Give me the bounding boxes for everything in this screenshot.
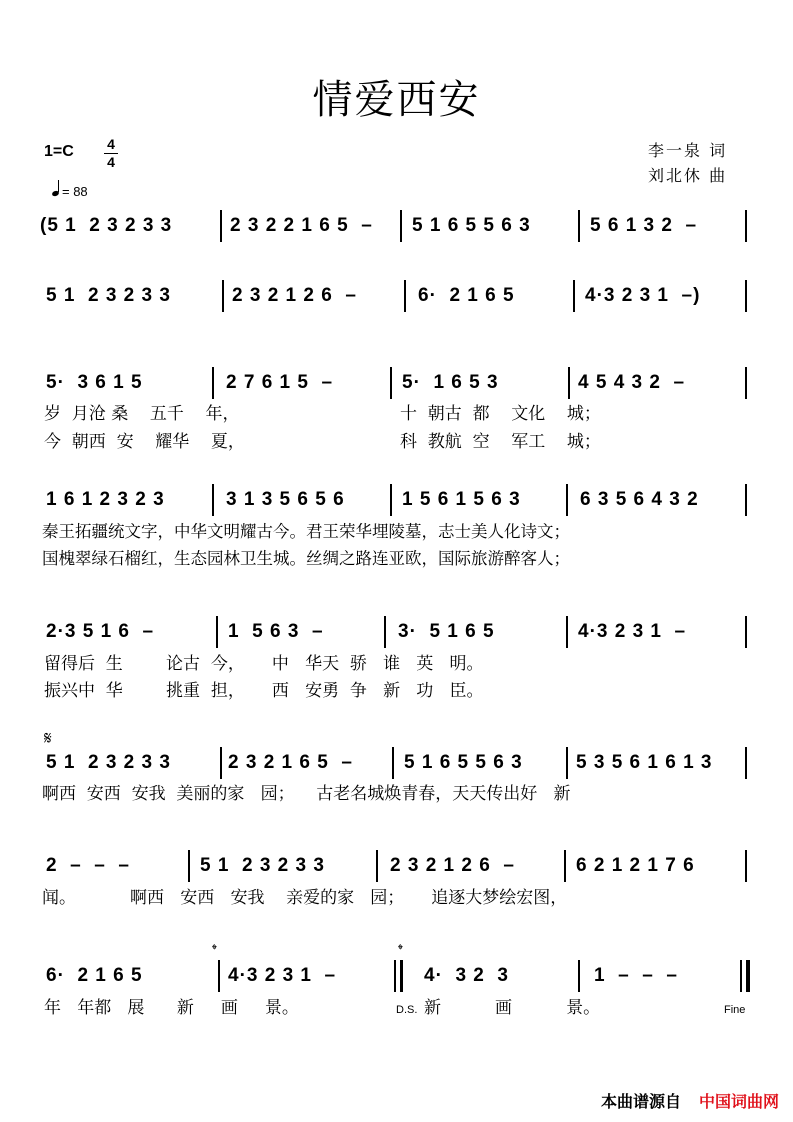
measure-2: 2 3 2 2 1 6 5 – <box>230 215 373 236</box>
lyric-verse1-line2: 秦王拓疆统文字，中华文明耀古今。君王荣华埋陵墓，志士美人化诗文； <box>42 522 570 541</box>
tempo-marking: = 88 <box>52 180 88 199</box>
measure-23: 5 1 6 5 5 6 3 <box>404 752 523 773</box>
lyric-verse1-line3: 留得后 生 论古 今， 中 华天 骄 谁 英 明。 <box>44 654 484 674</box>
measure-18: 1 5 6 3 – <box>228 621 324 642</box>
measure-29: 6· 2 1 6 5 <box>46 965 143 986</box>
measure-9: 5· 3 6 1 5 <box>46 372 143 393</box>
lyric-chorus-line2: 闻。 啊西 安西 安我 亲爱的家 园； 追逐大梦绘宏图， <box>42 888 568 908</box>
measure-13: 1 6 1 2 3 2 3 <box>46 489 165 510</box>
measure-15: 1 5 6 1 5 6 3 <box>402 489 521 510</box>
lyric-chorus-line1: 啊西 安西 安我 美丽的家 园； 古老名城焕青春，天天传出好 新 <box>42 784 571 804</box>
footer-source-label: 本曲谱源自 <box>600 1092 681 1111</box>
meter-top: 4 <box>107 136 115 152</box>
measure-7: 6· 2 1 6 5 <box>418 285 515 306</box>
measure-10: 2 7 6 1 5 – <box>226 372 334 393</box>
measure-1: (5 1 2 3 2 3 3 <box>40 215 173 236</box>
measure-30: 4·3 2 3 1 – <box>228 965 337 986</box>
measure-11: 5· 1 6 5 3 <box>402 372 499 393</box>
song-title: 情爱西安 <box>312 77 481 123</box>
footer-site-link[interactable]: 中国词曲网 <box>698 1092 779 1111</box>
measure-8: 4·3 2 3 1 –) <box>585 285 701 306</box>
lyric-verse2-a: 今 朝西 安 耀华 夏， <box>44 432 245 452</box>
measure-28: 6 2 1 2 1 7 6 <box>576 855 695 876</box>
quarter-note-icon <box>51 190 59 197</box>
fine-marking: Fine <box>724 1004 746 1016</box>
lyric-verse2-line3: 振兴中 华 挑重 担， 西 安勇 争 新 功 臣。 <box>44 681 484 701</box>
source-footer <box>601 1089 779 1112</box>
ds-marking: D.S. <box>396 1004 418 1016</box>
measure-4: 5 6 1 3 2 – <box>590 215 698 236</box>
measure-16: 6 3 5 6 4 3 2 <box>580 489 699 510</box>
measure-19: 3· 5 1 6 5 <box>398 621 495 642</box>
measure-24: 5 3 5 6 1 6 1 3 <box>576 752 713 773</box>
measure-22: 2 3 2 1 6 5 – <box>228 752 353 773</box>
measure-17: 2·3 5 1 6 – <box>46 621 155 642</box>
measure-20: 4·3 2 3 1 – <box>578 621 687 642</box>
lyricist-credit: 李一泉 词 <box>648 141 728 160</box>
measure-3: 5 1 6 5 5 6 3 <box>412 215 531 236</box>
segno-icon: 𝄋 <box>44 728 52 749</box>
measure-25: 2 – – – <box>46 855 130 876</box>
measure-5: 5 1 2 3 2 3 3 <box>46 285 171 306</box>
measure-31: 4· 3 2 3 <box>424 965 509 986</box>
key-signature: 1=C <box>44 143 74 160</box>
meter-bottom: 4 <box>107 154 115 170</box>
lyric-final-b: 新 画 景。 <box>424 998 601 1018</box>
lyric-verse2-line2: 国槐翠绿石榴红，生态园林卫生城。丝绸之路连亚欧，国际旅游醉客人； <box>42 549 570 568</box>
coda-icon: 𝄌 <box>212 942 217 958</box>
lyric-verse2-b: 科 教航 空 军工 城； <box>400 432 601 452</box>
measure-32: 1 – – – <box>594 965 678 986</box>
measure-27: 2 3 2 1 2 6 – <box>390 855 515 876</box>
measure-21: 5 1 2 3 2 3 3 <box>46 752 171 773</box>
measure-26: 5 1 2 3 2 3 3 <box>200 855 325 876</box>
composer-credit: 刘北休 曲 <box>648 166 728 185</box>
score-row-1 <box>0 208 793 268</box>
measure-6: 2 3 2 1 2 6 – <box>232 285 357 306</box>
measure-12: 4 5 4 3 2 – <box>578 372 686 393</box>
measure-14: 3 1 3 5 6 5 6 <box>226 489 345 510</box>
time-signature <box>102 136 120 171</box>
lyric-final-a: 年 年都 展 新 画 景。 <box>44 998 299 1018</box>
coda-icon-2: 𝄌 <box>398 942 403 958</box>
score-row-2 <box>0 278 793 338</box>
lyric-verse1-b: 十 朝古 都 文化 城； <box>400 404 601 424</box>
lyric-verse1-a: 岁 月沧 桑 五千 年， <box>44 404 240 424</box>
